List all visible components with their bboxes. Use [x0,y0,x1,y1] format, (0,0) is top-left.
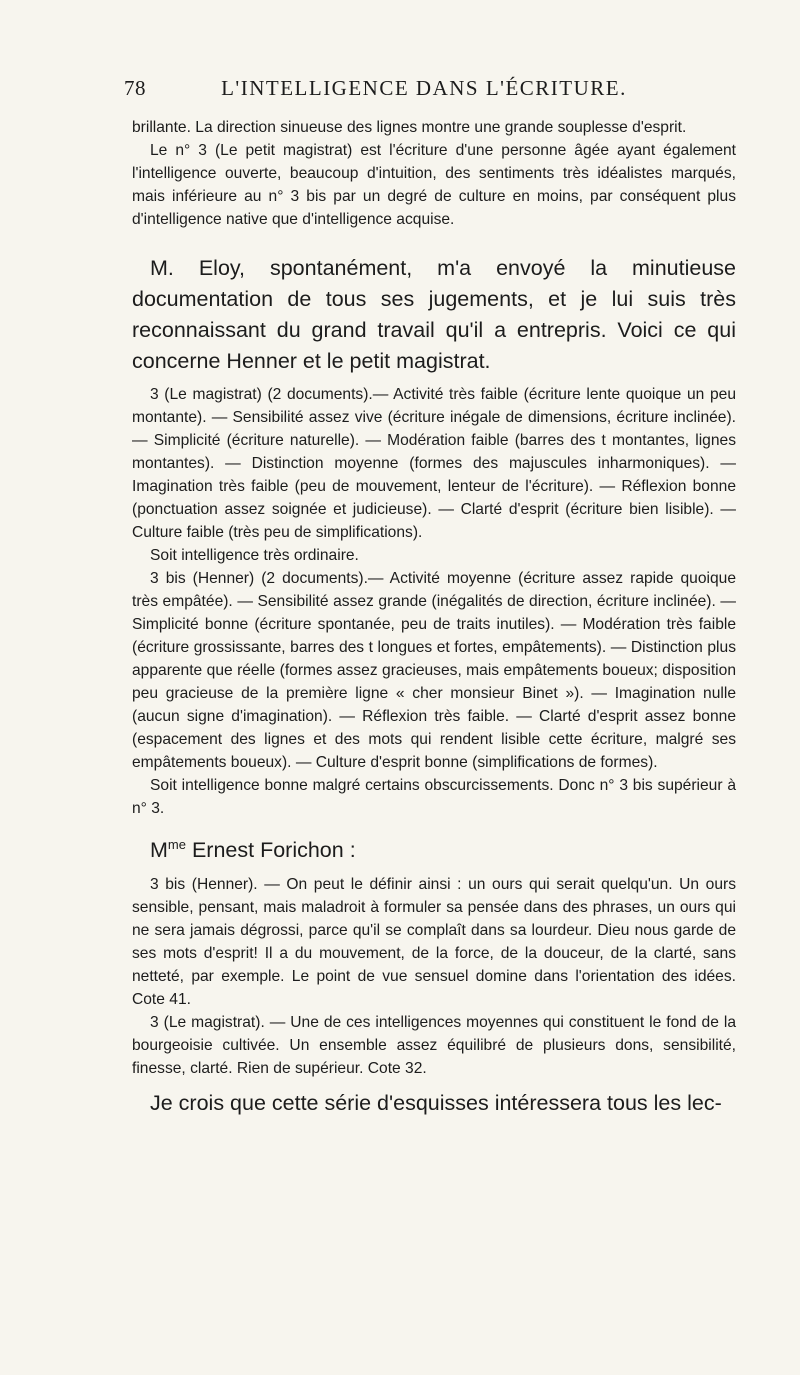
paragraph-conclusion-3bis: Soit intelligence bonne malgré certains obscurcissements. Donc n° 3 bis supérieur à n° 3. [132,777,736,817]
paragraph-henner: 3 bis (Henner) (2 documents).— Activité moyenne (écriture assez rapide quoique très empâtée). — Sensibilité assez grande (inégalités de direction, écriture inclinée). — Simplicité bonne (écriture spontanée, peu de traits inutiles). — Modération très faible (écriture grossissante, barres des t longues et fortes, empâtements). — Distinction plus apparente que réelle (formes assez gracieuses, mais empâtements boueux; disposition peu gracieuse de la première ligne « cher monsieur Binet »). — Imagination nulle (aucun signe d'imagination). — Réflexion très faible. — Clarté d'esprit assez bonne (espacement des lignes et des mots qui rendent lisible cette écriture, malgré ses empâtements boueux). — Culture d'esprit bonne (simplifications de formes). [132,570,736,771]
section-heading-forichon [132,830,736,865]
subhead-name: Ernest Forichon : [185,838,356,863]
paragraph-forichon-henner: 3 bis (Henner). — On peut le définir ainsi : un ours qui serait quelqu'un. Un ours sensible, pensant, mais maladroit à formuler sa pensée dans des phrases, un ours qui ne sera jamais dégrossi, parce qu'il se complaît dans sa lourdeur. Dieu nous garde de ses mots d'esprit! Il a du mouvement, de la force, de la douceur, de la clarté, sans netteté, par exemple. Le point de vue sensuel domine dans l'orientation des idées. Cote 41. [132,876,736,1009]
subhead-superscript: me [167,837,186,852]
running-title: L'INTELLIGENCE DANS L'ÉCRITURE. [221,76,627,100]
large-paragraph-eloy: M. Eloy, spontanément, m'a envoyé la minutieuse documentation de tous ses jugements, et je lui suis très reconnaissant du grand travail qu'il a entrepris. Voici ce qui concerne Henner et le petit magistrat. [132,256,736,373]
paragraph-forichon-magistrat: 3 (Le magistrat). — Une de ces intelligences moyennes qui constituent le fond de la bourgeoisie cultivée. Un ensemble assez équilibré de plusieurs dons, sensibilité, finesse, clarté. Rien de supérieur. Cote 32. [132,1014,736,1078]
page-body [132,116,736,1123]
subhead-prefix: M [150,838,168,863]
paragraph-2: Le n° 3 (Le petit magistrat) est l'écriture d'une personne âgée ayant également l'intelligence ouverte, beaucoup d'intuition, des sentiments très idéalistes marqués, mais inférieure au n° 3 bis par un degré de culture en moins, par conséquent plus d'intelligence native que d'intelligence acquise. [132,142,736,228]
page-number: 78 [124,76,146,100]
paragraph-magistrat: 3 (Le magistrat) (2 documents).— Activité très faible (écriture lente quoique un peu montante). — Sensibilité assez vive (écriture inégale de dimensions, écriture inclinée). — Simplicité (écriture naturelle). — Modération faible (barres des t montantes, lignes montantes). — Distinction moyenne (formes des majuscules inharmoniques). — Imagination très faible (peu de mouvement, lenteur de l'écriture). — Réflexion bonne (ponctuation assez soignée et judicieuse). — Clarté d'esprit (écriture bien lisible). — Culture faible (très peu de simplifications). [132,386,736,541]
paragraph-conclusion-3: Soit intelligence très ordinaire. [150,547,359,564]
paragraph-1: brillante. La direction sinueuse des lignes montre une grande souplesse d'esprit. [132,119,687,136]
page-header [124,76,724,106]
large-paragraph-closing: Je crois que cette série d'esquisses intéressera tous les lec- [150,1091,722,1116]
